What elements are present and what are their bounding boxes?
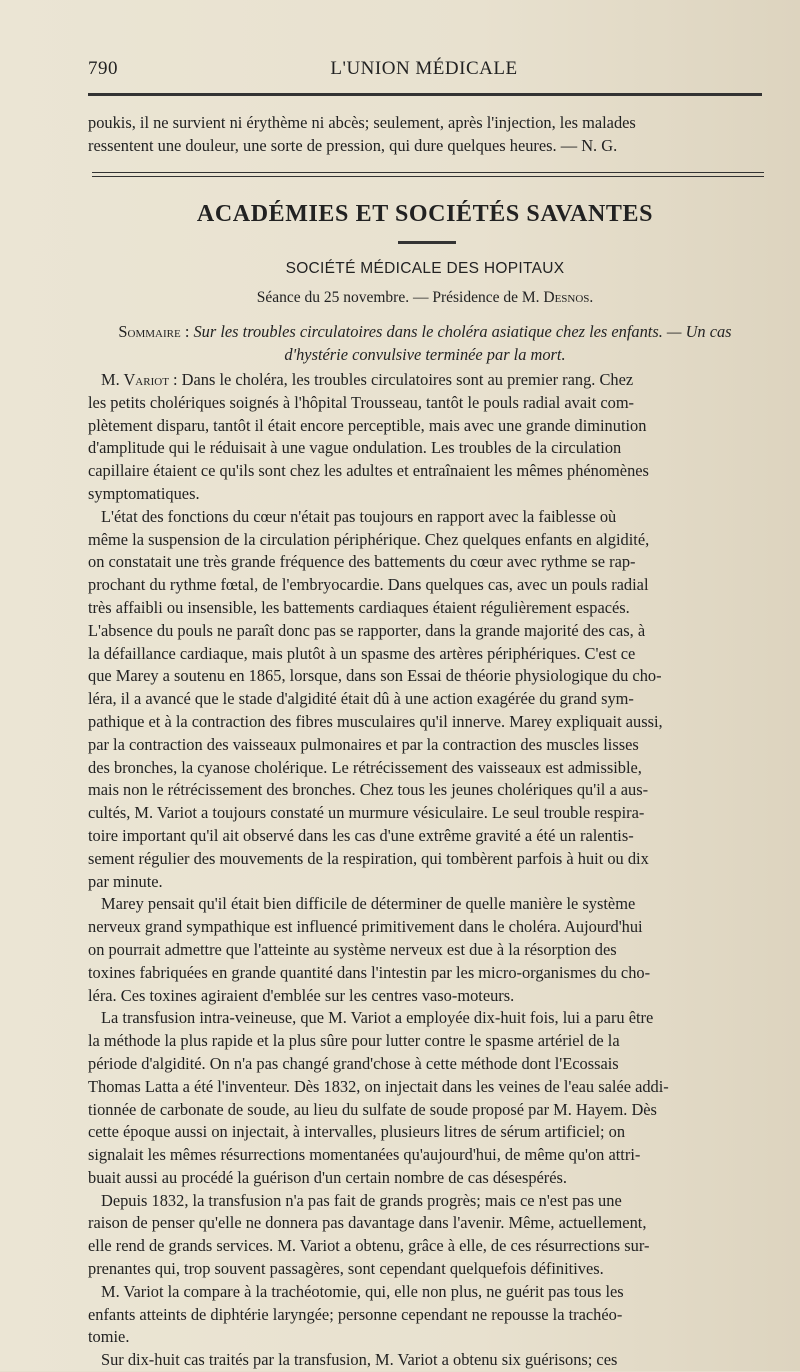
text-line: cultés, M. Variot a toujours constaté un murmure vésiculaire. Le seul trouble respira- [88,803,645,823]
text-line: ressentent une douleur, une sorte de pression, qui dure quelques heures. — N. G. [88,135,618,155]
text-line: par minute. [88,871,163,891]
paragraph [88,1349,762,1372]
text-line: M. Variot la compare à la trachéotomie, qui, elle non plus, ne guérit pas tous les [101,1281,624,1301]
text-line: capillaire étaient ce qu'ils sont chez les adultes et entraînaient les mêmes phénomènes [88,461,649,481]
text-line: La transfusion intra-veineuse, que M. Variot a employée dix-huit fois, lui a paru être [101,1008,654,1028]
paragraph [88,1190,762,1281]
text-line: raison de penser qu'elle ne donnera pas davantage dans l'avenir. Même, actuellement, [88,1213,647,1233]
section-title: ACADÉMIES ET SOCIÉTÉS SAVANTES [196,201,654,227]
text-line: Sur dix-huit cas traités par la transfusion, M. Variot a obtenu six guérisons; ces [101,1350,618,1370]
summary-text-2: d'hystérie convulsive terminée par la mort. [284,345,566,364]
paragraph [88,893,762,1007]
text-line: pathique et à la contraction des fibres musculaires qu'il innerve. Marey expliquait aussi, [88,711,663,731]
text-line: buait aussi au procédé la guérison d'un certain nombre de cas désespérés. [88,1167,568,1187]
text-line: par la contraction des vaisseaux pulmonaires et par la contraction des muscles lisses [88,734,639,754]
text-line: d'amplitude qui le réduisait à une vague ondulation. Les troubles de la circulation [88,438,622,458]
header-rule [88,93,762,96]
text-line: poukis, il ne survient ni érythème ni abcès; seulement, après l'injection, les malades [88,113,636,132]
text-line: toire important qu'il ait observé dans les cas d'une extrême gravité a été un ralentis- [88,825,634,845]
summary-separator: : [180,322,194,341]
text-line: enfants atteints de diphtérie laryngée; personne cependant ne repousse la trachéo- [88,1304,623,1324]
text-line: la défaillance cardiaque, mais plutôt à un spasme des artères périphériques. C'est ce [88,643,636,663]
summary [88,320,762,366]
text-line: tionnée de carbonate de soude, au lieu du sulfate de soude proposé par M. Hayem. Dès [88,1099,657,1119]
article-body [88,369,762,1372]
text-line: tomie. [88,1327,130,1347]
text-line: toxines fabriquées en grande quantité dans l'intestin par les micro-organismes du cho- [88,962,651,982]
text-line: mais non le rétrécissement des bronches. Chez tous les jeunes cholériques qu'il a aus- [88,780,649,800]
text-line: cette époque aussi on injectait, à intervalles, plusieurs litres de sérum artificiel; on [88,1122,626,1142]
text-line: plètement disparu, tantôt il était encore perceptible, mais avec une grande diminution [88,415,647,435]
text-line: on pourrait admettre que l'atteinte au système nerveux est due à la résorption des [88,939,617,959]
text-line: période d'algidité. On n'a pas changé grand'chose à cette méthode dont l'Ecossais [88,1053,619,1073]
society-name: SOCIÉTÉ MÉDICALE DES HOPITAUX [285,260,565,277]
text-line: les petits cholériques soignés à l'hôpital Trousseau, tantôt le pouls radial avait com- [88,392,635,412]
text-line: : Dans le choléra, les troubles circulatoires sont au premier rang. Chez [168,370,634,389]
text-line: L'absence du pouls ne paraît donc pas se rapporter, dans la grande majorité des cas, à [88,620,646,640]
text-line: la méthode la plus rapide et la plus sûre pour lutter contre le spasme artériel de la [88,1031,620,1051]
text-line: Marey pensait qu'il était bien difficile de déterminer de quelle manière le système [101,894,636,914]
title-ornament-rule [398,241,456,244]
text-line: Depuis 1832, la transfusion n'a pas fait de grands progrès; mais ce n'est pas une [101,1190,622,1210]
text-line: on constatait une très grande fréquence des battements du cœur avec rythme se rap- [88,552,636,572]
text-line: très affaibli ou insensible, les battements cardiaques étaient régulièrement espacés. [88,597,630,617]
summary-text-1: Sur les troubles circulatoires dans le choléra asiatique chez les enfants. — Un cas [193,322,732,341]
text-line: léra. Ces toxines agiraient d'emblée sur les centres vaso-moteurs. [88,985,515,1005]
session-line [88,289,762,307]
text-line: elle rend de grands services. M. Variot a obtenu, grâce à elle, de ces résurrections sur- [88,1236,650,1256]
session-prefix: Séance du 25 novembre. — Présidence de M. [256,289,540,306]
text-line: Thomas Latta a été l'inventeur. Dès 1832, on injectait dans les veines de l'eau salée addi- [88,1076,669,1096]
intro-paragraph [88,112,762,158]
summary-label: Sommaire [118,322,181,341]
paragraph [88,369,762,506]
text-line: prochant du rythme fœtal, de l'embryocardie. Dans quelques cas, avec un pouls radial [88,575,649,595]
page-number: 790 [88,58,118,79]
text-line: même la suspension de la circulation périphérique. Chez quelques enfants en algidité, [88,529,650,549]
text-line: des bronches, la cyanose cholérique. Le rétrécissement des vaisseaux est admissible, [88,757,642,777]
text-line: signalait les mêmes résurrections momentanées qu'aujourd'hui, de même qu'on attri- [88,1145,641,1165]
speaker-name: M. Variot [101,370,169,389]
text-line: prenantes qui, trop souvent passagères, sont cependant quelquefois définitives. [88,1259,604,1279]
paragraph [88,506,762,894]
section-divider [92,172,764,180]
text-line: sement régulier des mouvements de la respiration, qui tombèrent parfois à huit ou dix [88,848,649,868]
text-line: que Marey a soutenu en 1865, lorsque, dans son Essai de théorie physiologique du cho- [88,666,662,686]
text-line: léra, il a avancé que le stade d'algidité était dû à une action exagérée du grand sym- [88,689,634,709]
text-line: L'état des fonctions du cœur n'était pas toujours en rapport avec la faiblesse où [101,506,617,526]
paragraph [88,1007,762,1189]
text-line: symptomatiques. [88,483,200,503]
running-title: L'UNION MÉDICALE [330,58,518,79]
session-president: Desnos. [543,289,594,306]
paragraph [88,1281,762,1349]
text-line: nerveux grand sympathique est influencé primitivement dans le choléra. Aujourd'hui [88,917,643,937]
